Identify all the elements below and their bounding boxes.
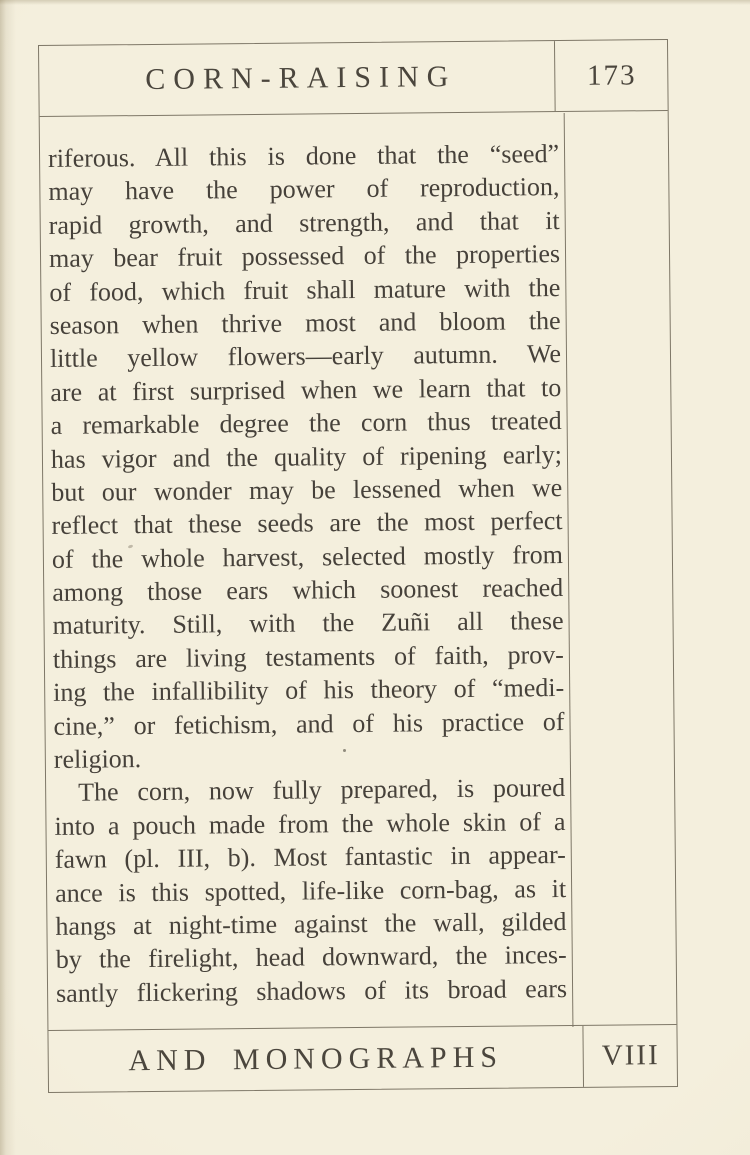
footer-volume-cell bbox=[584, 1025, 677, 1087]
body-line: things are living testaments of faith, prov- bbox=[52, 639, 565, 674]
body-line: may have the power of reproduction, bbox=[48, 172, 560, 207]
page-border-frame bbox=[38, 39, 678, 1093]
body-line: into a pouch made from the whole skin of a bbox=[54, 806, 566, 841]
running-header bbox=[39, 40, 668, 117]
footer-title: AND MONOGRAPHS bbox=[128, 1040, 504, 1077]
body-line: ance is this spotted, life-like corn-bag, as it bbox=[54, 873, 567, 908]
body-line: has vigor and the quality of ripening early; bbox=[50, 439, 563, 474]
page-number: 173 bbox=[586, 58, 637, 92]
body-line: santly flickering shadows of its broad ears bbox=[55, 973, 568, 1008]
body-line: of the whole harvest, selected mostly from bbox=[51, 539, 564, 574]
running-footer bbox=[48, 1024, 677, 1092]
body-line: season when thrive most and bloom the bbox=[49, 305, 561, 340]
body-line: may bear fruit possessed of the properties bbox=[48, 239, 561, 274]
body-line: fawn (pl. III, b). Most fantastic in appear- bbox=[54, 840, 566, 875]
body-line: among those ears which soonest reached bbox=[52, 573, 564, 608]
body-line: riferous. All this is done that the “seed” bbox=[47, 139, 560, 173]
body-line: reflect that these seeds are the most perfect bbox=[51, 506, 563, 541]
body-line: cine,” or fetichism, and of his practice of bbox=[53, 706, 565, 741]
body-text bbox=[48, 137, 567, 1010]
body-line: by the firelight, head downward, the inces- bbox=[55, 940, 567, 975]
body-line: hangs at night-time against the wall, gilded bbox=[55, 906, 567, 941]
body-line: ing the infallibility of his theory of “medi- bbox=[53, 673, 565, 708]
body-line: but our wonder may be lessened when we bbox=[51, 472, 563, 507]
body-line: little yellow flowers—early autumn. We bbox=[49, 339, 562, 374]
page-title: CORN-RAISING bbox=[145, 60, 457, 97]
body-line: of food, which fruit shall mature with the bbox=[49, 272, 561, 307]
body-line: are at first surprised when we learn that to bbox=[50, 372, 562, 407]
body-line: maturity. Still, with the Zuñi all these bbox=[52, 606, 564, 641]
body-line: a remarkable degree the corn thus treated bbox=[50, 406, 562, 441]
footer-title-cell bbox=[48, 1026, 584, 1092]
scan-speck bbox=[343, 749, 346, 752]
header-title-cell bbox=[39, 41, 556, 116]
volume-number: VIII bbox=[601, 1039, 660, 1072]
header-page-number-cell bbox=[556, 40, 668, 111]
body-line: religion. bbox=[53, 744, 142, 774]
body-line: rapid growth, and strength, and that it bbox=[48, 205, 560, 240]
body-line: The corn, now fully prepared, is poured bbox=[78, 773, 566, 808]
